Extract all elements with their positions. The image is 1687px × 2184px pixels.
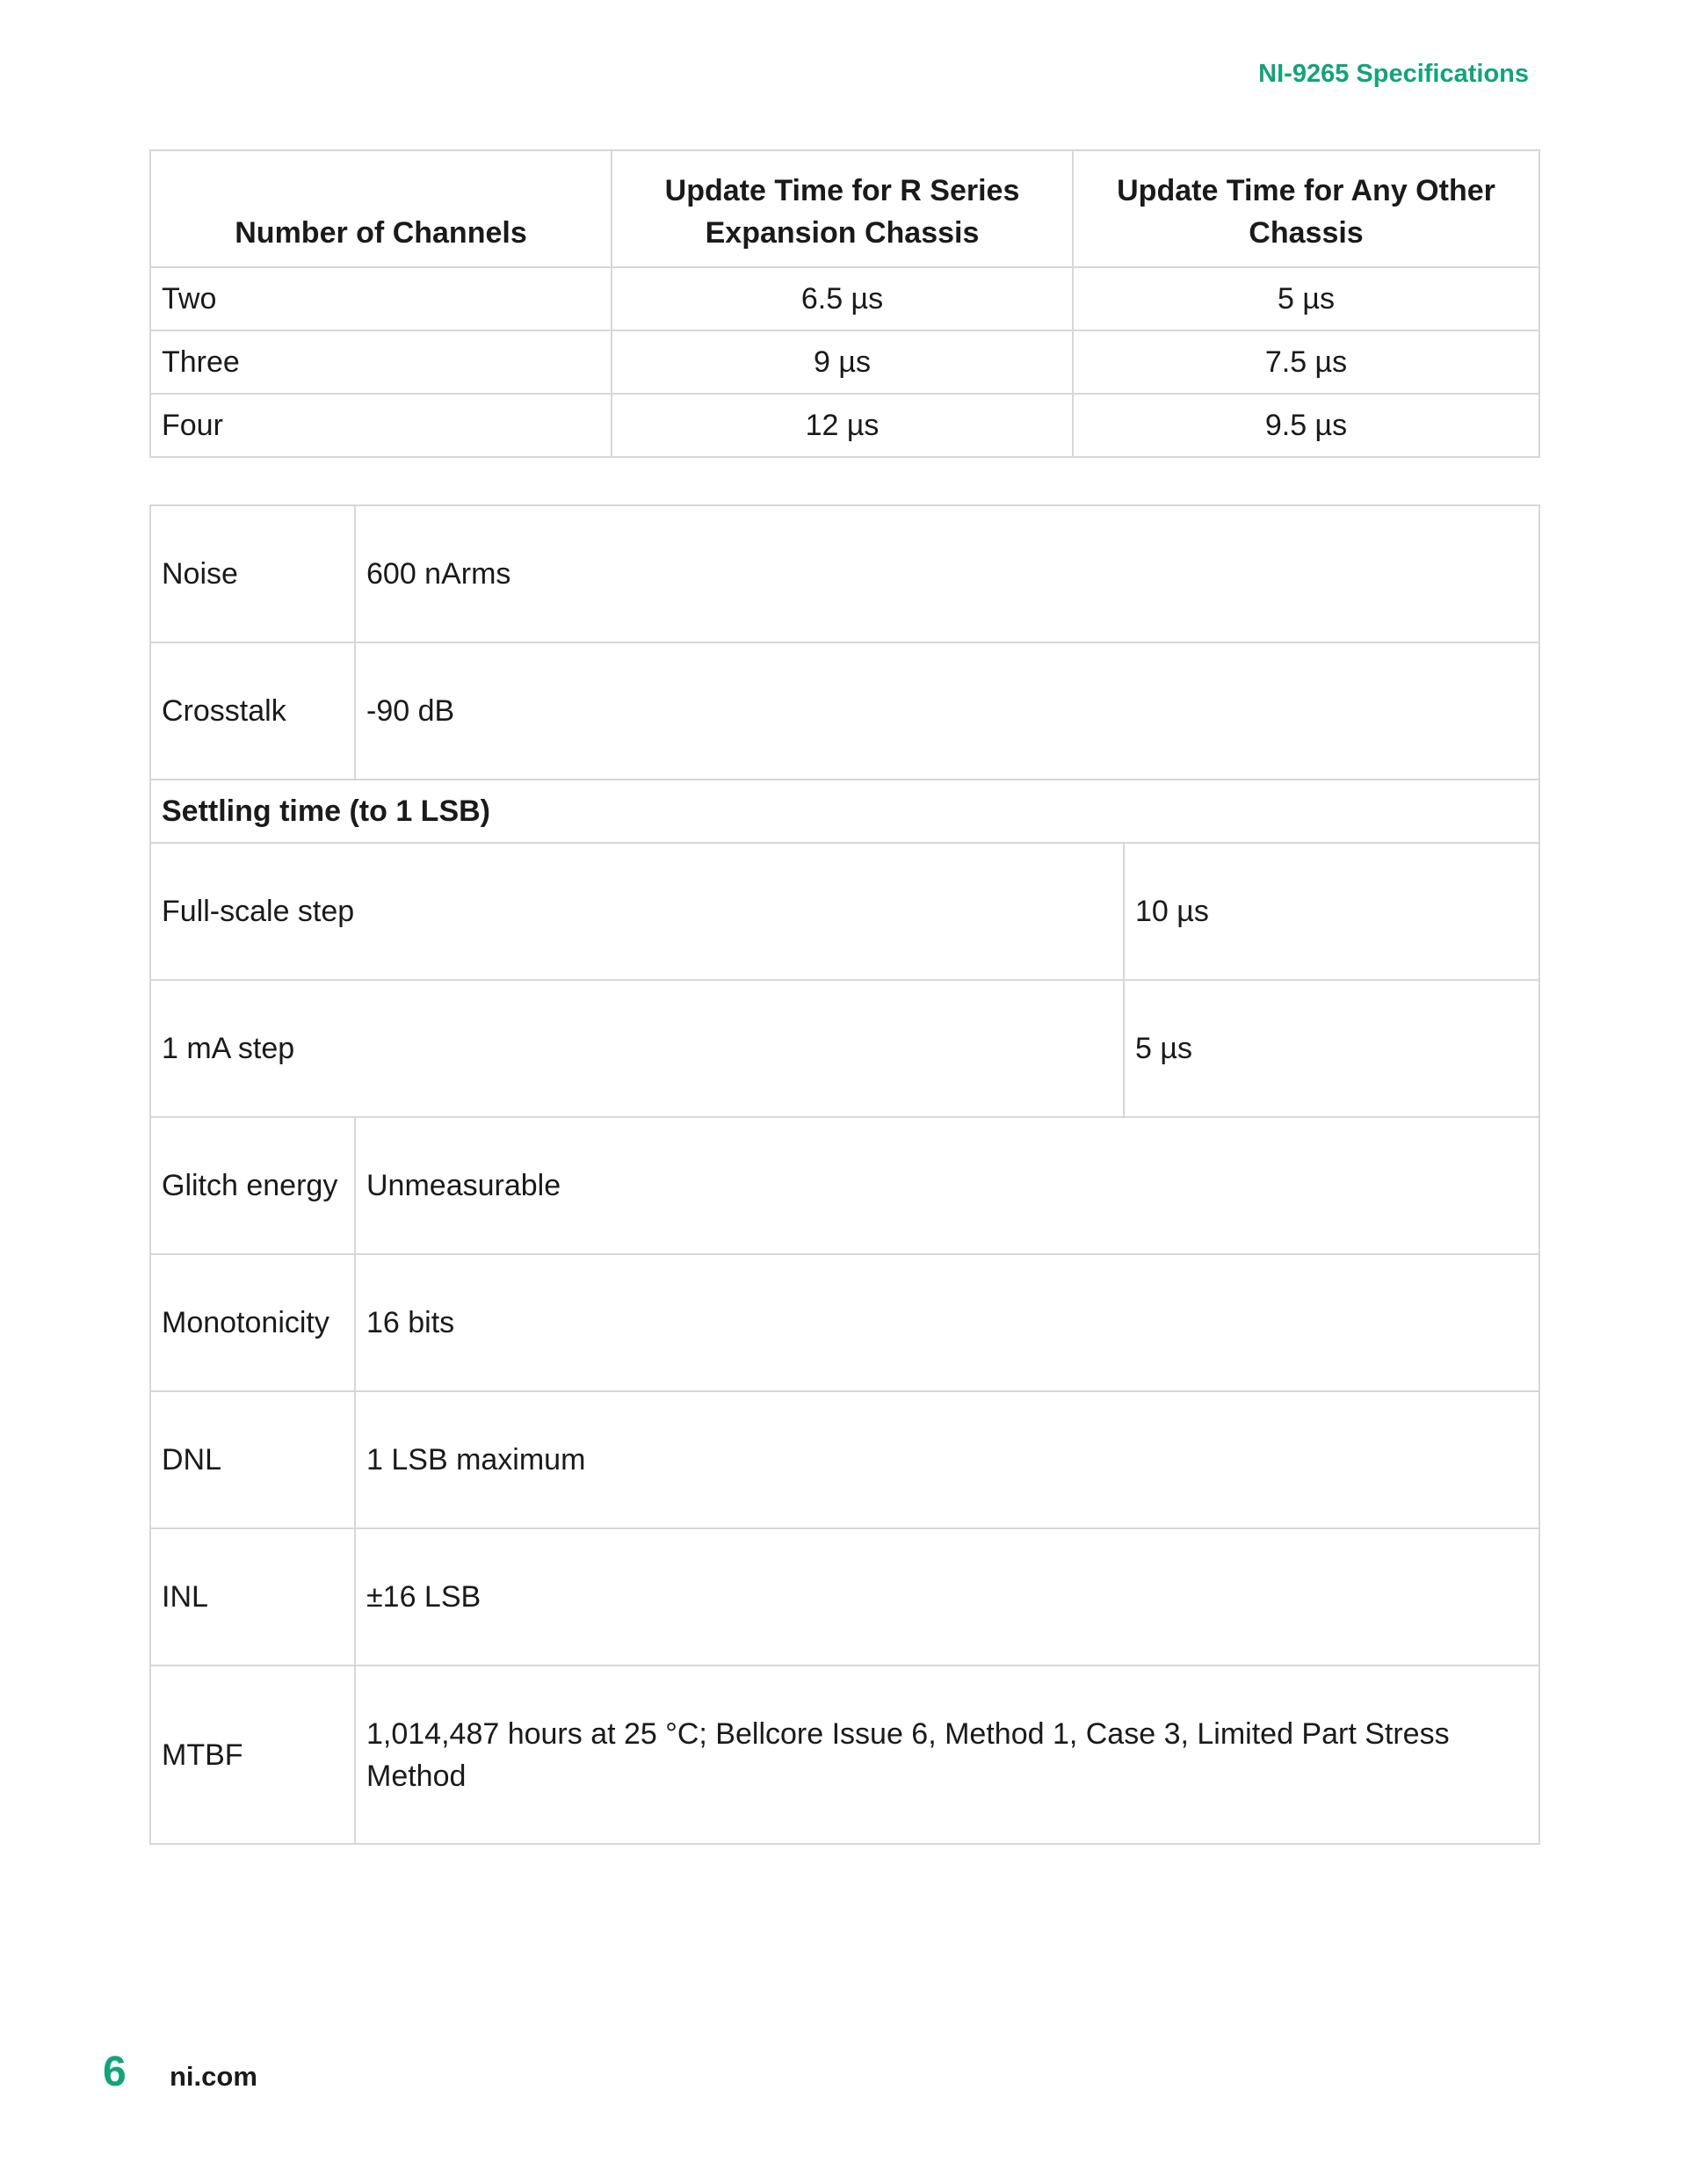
spec-value: ±16 LSB: [355, 1528, 1539, 1665]
spec-label: Noise: [150, 505, 355, 642]
spec-label: Crosstalk: [150, 642, 355, 780]
spec-label: Glitch energy: [150, 1117, 355, 1254]
spec-row-monotonicity: [150, 1254, 1539, 1391]
r-series-time-cell: 12 µs: [612, 394, 1073, 457]
channel-count-cell: Two: [150, 267, 612, 330]
column-header: Number of Channels: [150, 150, 612, 267]
spec-row-crosstalk: [150, 642, 1539, 780]
spec-row-mtbf: [150, 1665, 1539, 1844]
table-row: [150, 394, 1539, 457]
section-heading: Settling time (to 1 LSB): [150, 780, 1539, 843]
spec-table: [149, 504, 1540, 1845]
spec-row-glitch-energy: [150, 1117, 1539, 1254]
spec-value: 10 µs: [1124, 843, 1539, 980]
spec-value: 16 bits: [355, 1254, 1539, 1391]
spec-value: 1 LSB maximum: [355, 1391, 1539, 1528]
spec-row-noise: [150, 505, 1539, 642]
spec-value: 5 µs: [1124, 980, 1539, 1117]
spec-value: 600 nArms: [355, 505, 1539, 642]
spec-label: DNL: [150, 1391, 355, 1528]
spec-section-settling: [150, 780, 1539, 843]
table-row: [150, 330, 1539, 394]
spec-label: INL: [150, 1528, 355, 1665]
column-header: Update Time for Any Other Chassis: [1073, 150, 1539, 267]
other-chassis-time-cell: 7.5 µs: [1073, 330, 1539, 394]
table-row: [150, 267, 1539, 330]
channel-count-cell: Three: [150, 330, 612, 394]
site-link[interactable]: ni.com: [170, 2061, 257, 2092]
spec-value: Unmeasurable: [355, 1117, 1539, 1254]
update-time-table: [149, 149, 1540, 458]
page-number: 6: [103, 2049, 127, 2095]
spec-row-inl: [150, 1528, 1539, 1665]
r-series-time-cell: 6.5 µs: [612, 267, 1073, 330]
column-header: Update Time for R Series Expansion Chassis: [612, 150, 1073, 267]
page-header-title: NI-9265 Specifications: [1258, 60, 1529, 88]
spec-label: MTBF: [150, 1665, 355, 1844]
spec-label: Monotonicity: [150, 1254, 355, 1391]
spec-label: 1 mA step: [150, 980, 1124, 1117]
r-series-time-cell: 9 µs: [612, 330, 1073, 394]
other-chassis-time-cell: 5 µs: [1073, 267, 1539, 330]
spec-label: Full-scale step: [150, 843, 1124, 980]
table-header-row: [150, 150, 1539, 267]
spec-value: -90 dB: [355, 642, 1539, 780]
other-chassis-time-cell: 9.5 µs: [1073, 394, 1539, 457]
spec-value: 1,014,487 hours at 25 °C; Bellcore Issue 6, Method 1, Case 3, Limited Part Stress Method: [355, 1665, 1539, 1844]
spec-row-dnl: [150, 1391, 1539, 1528]
spec-row-ma-step: [150, 980, 1539, 1117]
channel-count-cell: Four: [150, 394, 612, 457]
spec-row-full-scale-step: [150, 843, 1539, 980]
